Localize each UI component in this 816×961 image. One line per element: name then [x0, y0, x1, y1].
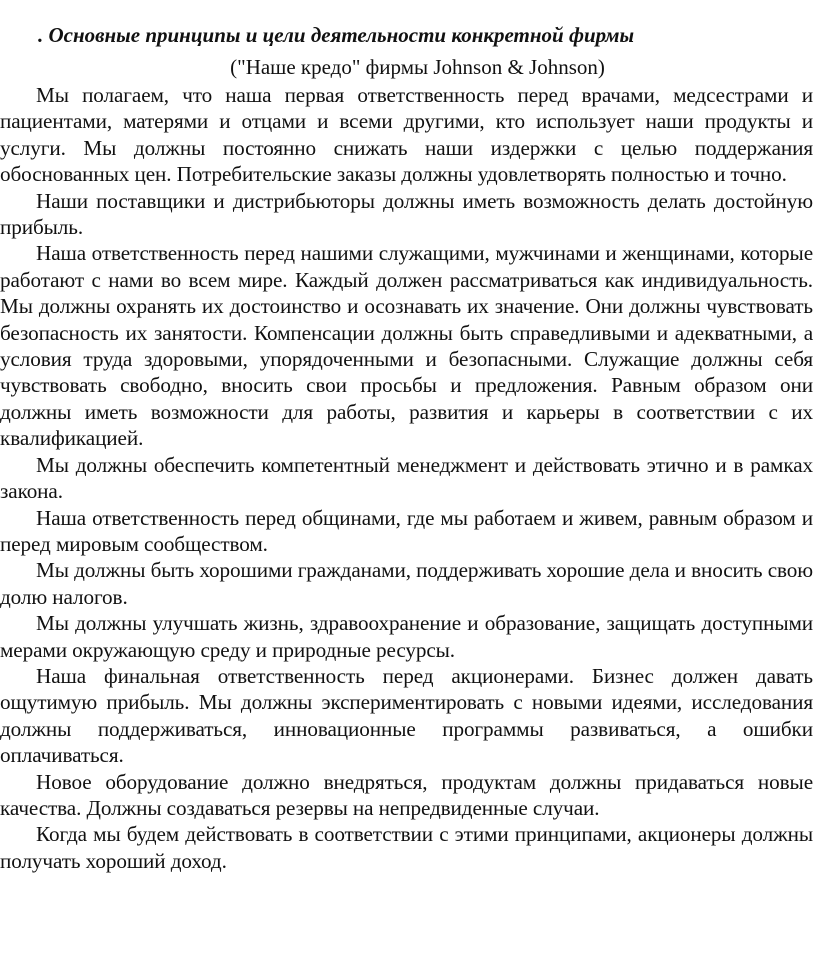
paragraph-10: Когда мы будем действовать в соответствии с этими принципами, акционеры должны получать хороший доход.: [0, 822, 813, 873]
document-heading: . Основные принципы и цели деятельности конкретной фирмы: [38, 23, 635, 47]
paragraph-7: Мы должны улучшать жизнь, здравоохранение и образование, защищать доступными мерами окружающую среду и природные ресурсы.: [0, 611, 813, 662]
paragraph-9: Новое оборудование должно внедряться, продуктам должны придаваться новые качества. Должны создаваться резервы на непредвиденные случаи.: [0, 769, 813, 820]
paragraph-6: Мы должны быть хорошими гражданами, поддерживать хорошие дела и вносить свою долю налогов.: [0, 558, 813, 609]
paragraph-3: Наша ответственность перед нашими служащими, мужчинами и женщинами, которые работают с нами во всем мире. Каждый должен рассматриваться как индивидуальность. Мы должны охранять их достоинство и осознавать их значение. Они должны чувствовать безопасность их занятости. Компенсации должны быть справедливыми и адекватными, а условия труда здоровыми, упорядоченными и безопасными. Служащие должны себя чувствовать свободно, вносить свои просьбы и предложения. Равным образом они должны иметь возможности для работы, развития и карьеры в соответствии с их квалификацией.: [0, 241, 813, 451]
paragraph-2: Наши поставщики и дистрибьюторы должны иметь возможность делать достойную прибыль.: [0, 188, 813, 240]
paragraph-8: Наша финальная ответственность перед акционерами. Бизнес должен давать ощутимую прибыль. Мы должны экспериментировать с новыми идеями, исследования должны поддерживаться, инновационные программы развиваться, а ошибки оплачиваться.: [0, 663, 813, 768]
document-subheading: ("Наше кредо" фирмы Johnson & Johnson): [230, 55, 605, 79]
paragraph-5: Наша ответственность перед общинами, где мы работаем и живем, равным образом и перед мировым сообществом.: [0, 505, 813, 556]
paragraph-1: Мы полагаем, что наша первая ответственность перед врачами, медсестрами и пациентами, матерями и отцами и всеми другими, кто использует наши продукты и услуги. Мы должны постоянно снижать наши издержки с целью поддержания обоснованных цен. Потребительские заказы должны удовлетворять полностью и точно.: [0, 83, 813, 187]
paragraph-4: Мы должны обеспечить компетентный менеджмент и действовать этично и в рамках закона.: [0, 452, 813, 504]
